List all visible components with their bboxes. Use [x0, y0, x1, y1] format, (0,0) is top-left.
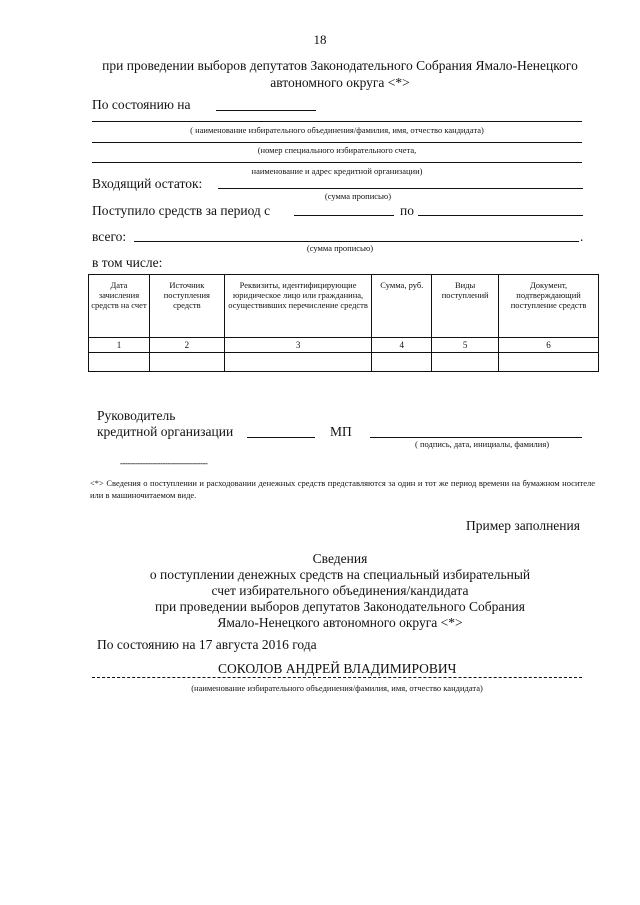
head-label-1: Руководитель — [97, 408, 176, 423]
table-cell[interactable] — [89, 353, 150, 372]
mp-label: МП — [330, 424, 352, 439]
signature-hint: ( подпись, дата, инициалы, фамилия) — [415, 439, 550, 449]
example-name-line — [92, 677, 582, 678]
table-cell[interactable] — [432, 353, 499, 372]
head-label-2: кредитной организации — [97, 424, 234, 439]
sum-words-hint-2: (сумма прописью) — [306, 243, 374, 253]
footnote-separator: ----------------------------------- — [120, 458, 208, 468]
incoming-balance-field[interactable] — [218, 188, 583, 189]
table-cell[interactable] — [224, 353, 372, 372]
example-title-line: при проведении выборов депутатов Законодательного Собрания — [155, 599, 525, 614]
example-label: Пример заполнения — [466, 518, 580, 533]
footnote: <*> Сведения о поступлении и расходовании денежных средств представляются за один и тот же период времени на бумажном носителе или в машиночитаемом виде. — [90, 478, 595, 500]
period-from-field[interactable] — [294, 215, 394, 216]
col-number: 1 — [89, 338, 150, 353]
example-title — [95, 551, 585, 631]
example-candidate-name: СОКОЛОВ АНДРЕЙ ВЛАДИМИРОВИЧ — [218, 661, 457, 676]
example-name-hint: (наименование избирательного объединения/фамилия, имя, отчество кандидата) — [191, 683, 483, 693]
table-row — [89, 353, 599, 372]
total-label: всего: — [92, 229, 127, 244]
col-header-details: Реквизиты, идентифицирующие юридическое лицо или гражданина, осуществивших перечисление средств — [224, 275, 372, 338]
example-title-heading: Сведения — [312, 551, 368, 566]
col-header-type: Виды поступлений — [432, 275, 499, 338]
period-to-field[interactable] — [418, 215, 583, 216]
signature-details-field[interactable] — [370, 437, 582, 438]
table-header-row — [89, 275, 599, 338]
col-header-date: Дата зачисления средств на счет — [89, 275, 150, 338]
incoming-balance-label: Входящий остаток: — [92, 176, 203, 191]
table-cell[interactable] — [372, 353, 432, 372]
total-field[interactable] — [134, 241, 579, 242]
col-number: 4 — [372, 338, 432, 353]
col-header-sum: Сумма, руб. — [372, 275, 432, 338]
table-cell[interactable] — [149, 353, 224, 372]
table-number-row — [89, 338, 599, 353]
page-number: 18 — [313, 32, 327, 47]
table-cell[interactable] — [499, 353, 599, 372]
col-header-source: Источник поступления средств — [149, 275, 224, 338]
as-of-date-field[interactable] — [216, 110, 316, 111]
example-title-line: счет избирательного объединения/кандидата — [211, 583, 469, 598]
account-field[interactable] — [92, 142, 582, 143]
col-number: 6 — [499, 338, 599, 353]
col-header-document: Документ, подтверждающий поступление средств — [499, 275, 599, 338]
receipts-table — [88, 274, 599, 372]
as-of-label: По состоянию на — [92, 97, 191, 112]
col-number: 3 — [224, 338, 372, 353]
col-number: 2 — [149, 338, 224, 353]
example-as-of: По состоянию на 17 августа 2016 года — [97, 637, 317, 652]
example-title-line: Ямало-Ненецкого автономного округа <*> — [217, 615, 463, 630]
name-field[interactable] — [92, 121, 582, 122]
example-title-line: о поступлении денежных средств на специальный избирательный — [149, 567, 531, 582]
account-hint: (номер специального избирательного счета, — [257, 145, 417, 155]
total-end: . — [580, 229, 584, 244]
including-label: в том числе: — [92, 255, 163, 270]
name-hint: ( наименование избирательного объединения/фамилия, имя, отчество кандидата) — [190, 125, 484, 135]
received-label: Поступило средств за период с — [92, 203, 271, 218]
head-signature-field[interactable] — [247, 437, 315, 438]
to-label: по — [400, 203, 414, 218]
bank-hint: наименование и адрес кредитной организации) — [251, 166, 423, 176]
sum-words-hint-1: (сумма прописью) — [324, 191, 392, 201]
col-number: 5 — [432, 338, 499, 353]
bank-field[interactable] — [92, 162, 582, 163]
form-title: при проведении выборов депутатов Законодательного Собрания Ямало-Ненецкого автономного округа <*> — [102, 58, 578, 90]
